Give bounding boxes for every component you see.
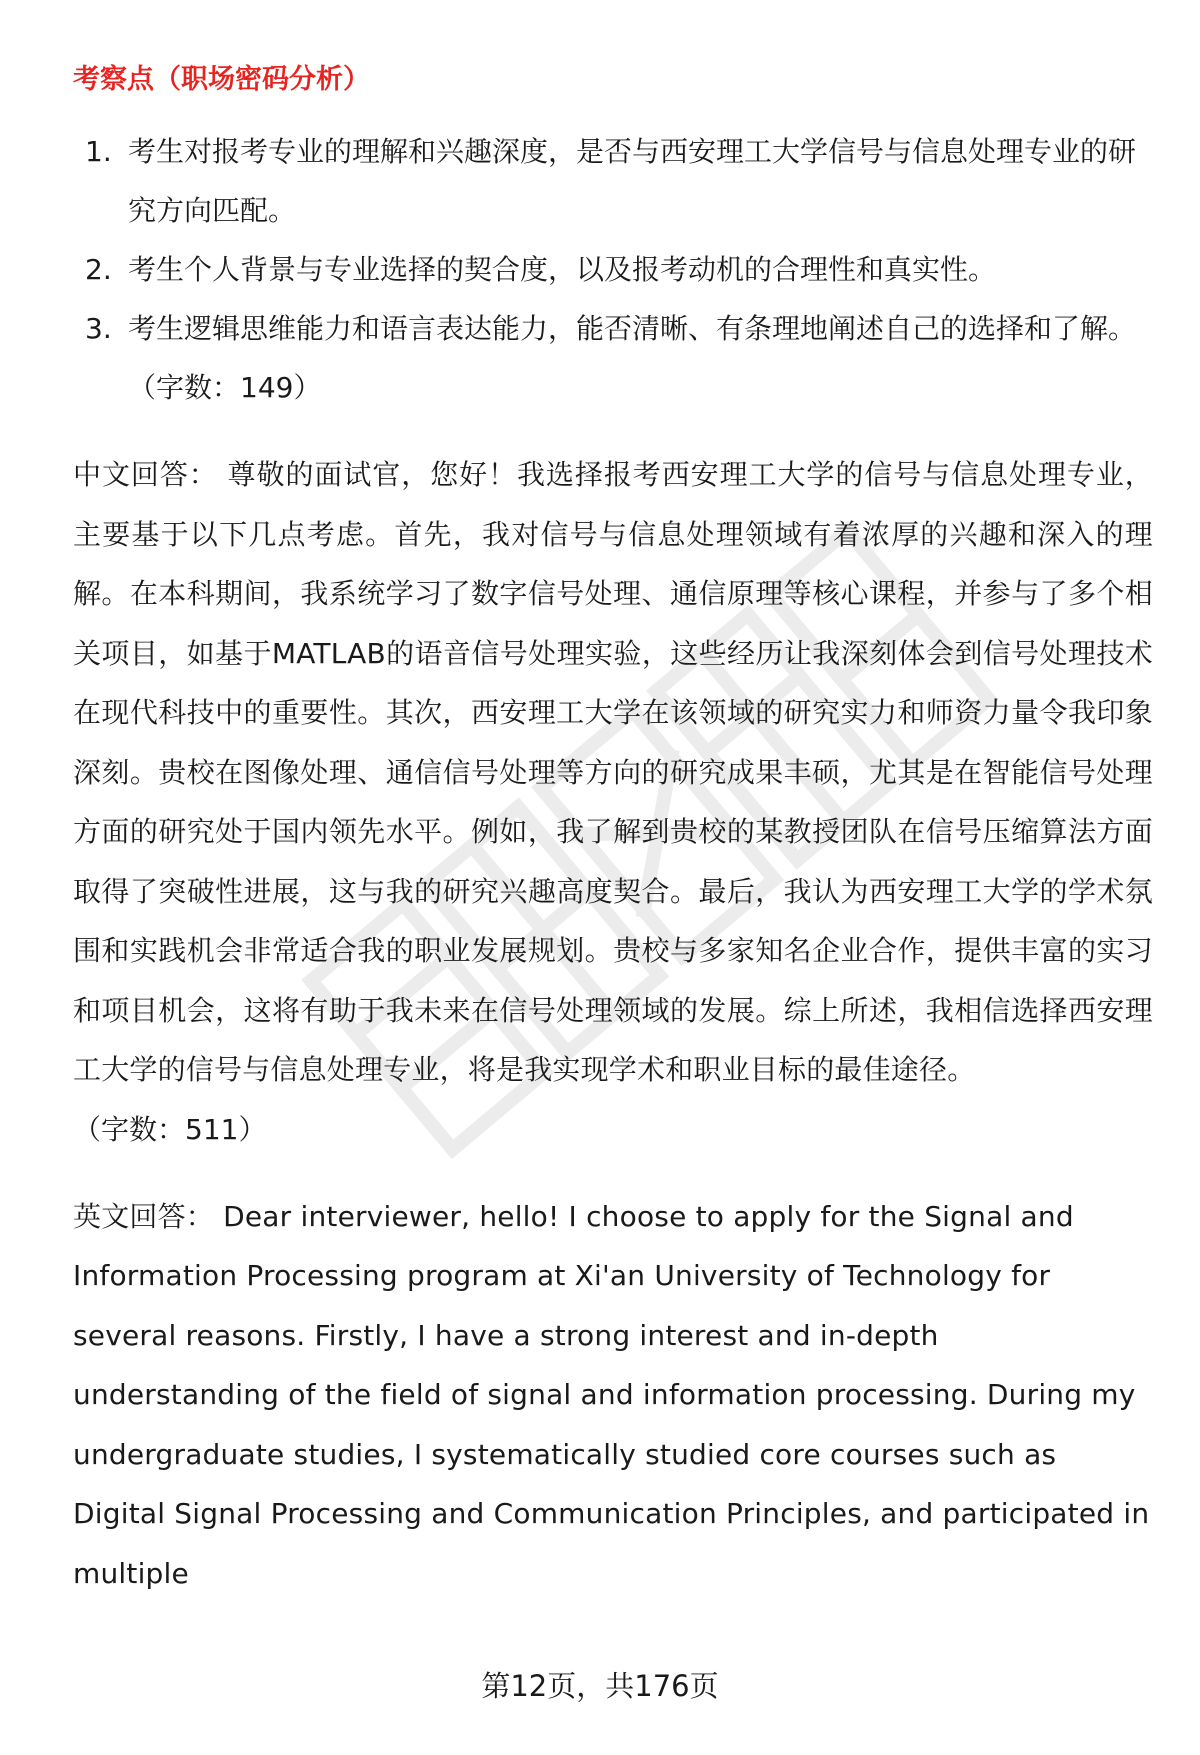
list-item-number: 2. (85, 253, 112, 286)
section-title: 考察点（职场密码分析） (73, 64, 370, 95)
chinese-answer-paragraph (73, 445, 1153, 1100)
list-item-number: 1. (85, 135, 112, 168)
list-item (73, 122, 1153, 240)
english-answer-label: 英文回答： (73, 1199, 215, 1233)
list-item-number: 3. (85, 312, 112, 345)
page-content (73, 56, 1153, 1603)
chinese-answer-label: 中文回答： (73, 458, 218, 491)
english-answer-paragraph (73, 1187, 1153, 1604)
list-item-text: 考生对报考专业的理解和兴趣深度，是否与西安理工大学信号与信息处理专业的研究方向匹配。 (128, 135, 1137, 227)
list-item-text: 考生逻辑思维能力和语言表达能力，能否清晰、有条理地阐述自己的选择和了解。 (128, 312, 1137, 345)
page-number-footer: 第12页，共176页 (481, 1669, 719, 1703)
chinese-answer-text: 尊敬的面试官，您好！我选择报考西安理工大学的信号与信息处理专业，主要基于以下几点考虑。首先，我对信号与信息处理领域有着浓厚的兴趣和深入的理解。在本科期间，我系统学习了数字信号处理、通信原理等核心课程，并参与了多个相关项目，如基于MATLAB的语音信号处理实验，这些经历让我深刻体会到信号处理技术在现代科技中的重要性。其次，西安理工大学在该领域的研究实力和师资力量令我印象深刻。贵校在图像处理、通信信号处理等方向的研究成果丰硕，尤其是在智能信号处理方面的研究处于国内领先水平。例如，我了解到贵校的某教授团队在信号压缩算法方面取得了突破性进展，这与我的研究兴趣高度契合。最后，我认为西安理工大学的学术氛围和实践机会非常适合我的职业发展规划。贵校与多家知名企业合作，提供丰富的实习和项目机会，这将有助于我未来在信号处理领域的发展。综上所述，我相信选择西安理工大学的信号与信息处理专业，将是我实现学术和职业目标的最佳途径。 (73, 458, 1153, 1086)
list-item (73, 240, 1153, 299)
assessment-points-list (73, 122, 1153, 358)
chinese-answer-word-count: （字数：511） (73, 1112, 267, 1146)
english-answer-text: Dear interviewer, hello! I choose to apply for the Signal and Information Processing program at Xi'an University of Technology for several reasons. Firstly, I have a strong interest and in-depth understanding of the field of signal and information processing. During my undergraduate studies, I systematically studied core courses such as Digital Signal Processing and Communication Principles, and participated in multiple (73, 1199, 1150, 1590)
list-item (73, 299, 1153, 358)
points-word-count: （字数：149） (128, 371, 322, 404)
list-item-text: 考生个人背景与专业选择的契合度，以及报考动机的合理性和真实性。 (128, 253, 997, 286)
